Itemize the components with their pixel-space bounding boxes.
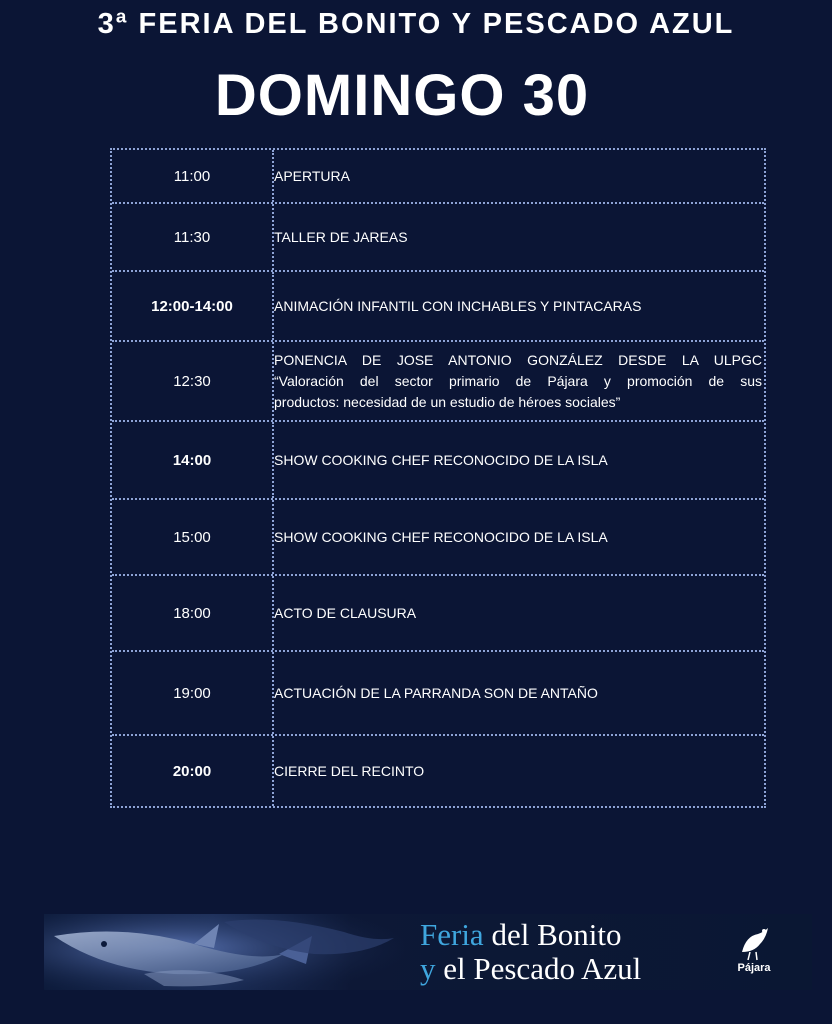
table-row: [112, 204, 764, 272]
table-row: [112, 736, 764, 806]
table-row: [112, 500, 764, 576]
activity-cell: SHOW COOKING CHEF RECONOCIDO DE LA ISLA: [274, 528, 608, 545]
activity-cell: SHOW COOKING CHEF RECONOCIDO DE LA ISLA: [274, 451, 608, 468]
fish-illustration-icon: [44, 914, 404, 990]
event-title: 3ª FERIA DEL BONITO Y PESCADO AZUL: [97, 8, 735, 40]
schedule-table: [110, 148, 766, 808]
activity-cell: ACTUACIÓN DE LA PARRANDA SON DE ANTAÑO: [274, 684, 598, 701]
table-row: [112, 652, 764, 736]
table-row: [112, 150, 764, 204]
activity-cell: APERTURA: [274, 167, 350, 184]
pajara-logo: [724, 922, 784, 984]
activity-cell: ACTO DE CLAUSURA: [274, 604, 417, 621]
time-cell: 12:30: [112, 342, 274, 420]
time-cell: 19:00: [112, 652, 274, 734]
time-cell: 18:00: [112, 576, 274, 650]
time-cell: 15:00: [112, 500, 274, 574]
time-cell: 12:00-14:00: [112, 272, 274, 340]
banner-title: Feria del Bonito y el Pescado Azul: [420, 917, 642, 986]
event-banner: [44, 914, 812, 990]
activity-cell: PONENCIA DE JOSE ANTONIO GONZÁLEZ DESDE LA ULPGC “Valoración del sector primario de Pájara y promoción de sus productos: necesidad de un estudio de héroes sociales”: [274, 351, 762, 410]
day-title: DOMINGO 30: [214, 63, 590, 128]
activity-cell: TALLER DE JAREAS: [274, 228, 408, 245]
time-cell: 14:00: [112, 422, 274, 498]
activity-cell: ANIMACIÓN INFANTIL CON INCHABLES Y PINTACARAS: [274, 297, 642, 314]
time-cell: 11:00: [112, 150, 274, 202]
table-row: [112, 272, 764, 342]
table-row: [112, 342, 764, 422]
bird-icon: [724, 922, 784, 962]
time-cell: 20:00: [112, 736, 274, 806]
table-row: [112, 576, 764, 652]
logo-text: Pájara: [737, 962, 771, 974]
activity-cell: CIERRE DEL RECINTO: [274, 762, 425, 779]
time-cell: 11:30: [112, 204, 274, 270]
table-row: [112, 422, 764, 500]
